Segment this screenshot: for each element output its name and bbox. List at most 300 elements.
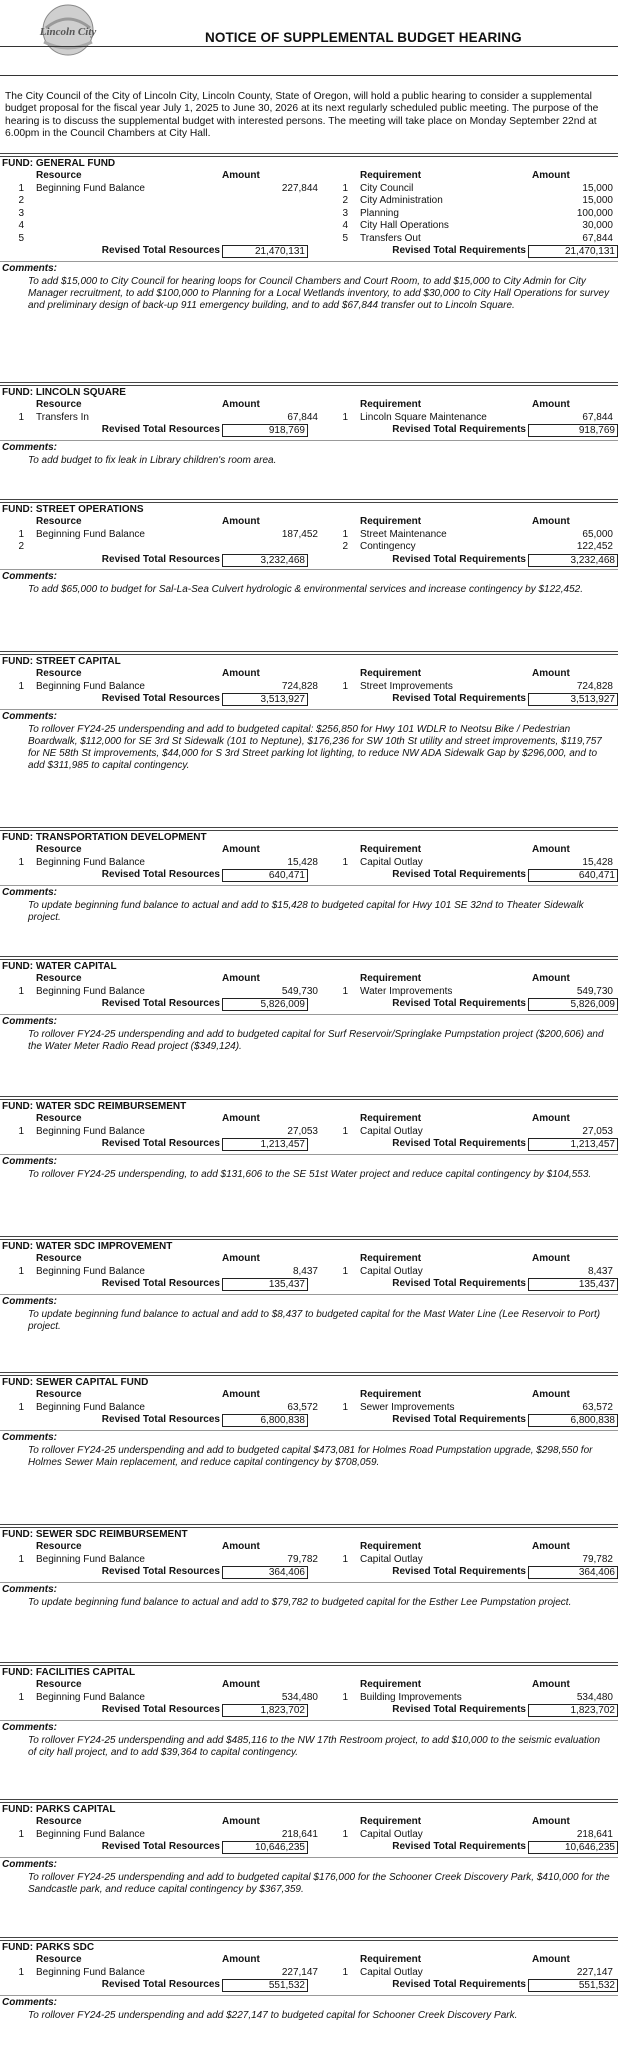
resource-line-number: 1: [18, 985, 24, 997]
resource-line-number: 1: [18, 1966, 24, 1978]
resource-amount: 187,452: [281, 528, 318, 540]
requirement-label: Street Maintenance: [360, 528, 447, 540]
resource-label: Beginning Fund Balance: [36, 1966, 145, 1978]
title-rule: [0, 46, 618, 47]
requirement-amount-header: Amount: [532, 1389, 570, 1400]
fund-comment: To update beginning fund balance to actual and add to $79,782 to budgeted capital for the Esther Lee Pumpstation project.: [28, 1596, 572, 1608]
revised-total-resources-value: 364,406: [222, 1566, 308, 1579]
resource-line-number: 1: [18, 528, 24, 540]
requirement-amount: 100,000: [576, 207, 613, 219]
requirement-amount: 63,572: [582, 1401, 613, 1413]
revised-total-resources-value: 551,532: [222, 1979, 308, 1992]
resource-amount: 8,437: [292, 1265, 318, 1277]
resource-header: Resource: [36, 399, 82, 410]
requirement-header: Requirement: [360, 1113, 422, 1124]
comments-label: Comments:: [0, 1294, 618, 1309]
revised-total-resources-label: Revised Total Resources: [101, 1566, 220, 1577]
requirement-amount: 8,437: [587, 1265, 613, 1277]
revised-total-requirements-label: Revised Total Requirements: [392, 1704, 526, 1715]
table-row: [0, 857, 618, 870]
totals-row: [0, 693, 618, 706]
fund-title: FUND: STREET CAPITAL: [2, 656, 121, 667]
revised-total-requirements-label: Revised Total Requirements: [392, 424, 526, 435]
totals-row: [0, 1566, 618, 1579]
fund-comment: To rollover FY24-25 underspending and add to budgeted capital $176,000 for the Schooner Creek Discovery Park, $410,000 for the Sandcastle park, and reduce capital contingency by $367,359.: [28, 1871, 610, 1895]
requirement-label: Planning: [360, 207, 399, 219]
fund-comment: To add $65,000 to budget for Sal-La-Sea Culvert hydrologic & environmental services and increase contingency by $122,452.: [28, 584, 583, 595]
logo-text: Lincoln City: [39, 26, 97, 38]
comments-label: Comments:: [0, 1582, 618, 1597]
requirement-label: Capital Outlay: [360, 1828, 423, 1840]
revised-total-requirements-label: Revised Total Requirements: [392, 1979, 526, 1990]
requirement-header: Requirement: [360, 1679, 422, 1690]
resource-amount-header: Amount: [222, 1954, 260, 1965]
totals-row: [0, 1704, 618, 1717]
revised-total-requirements-label: Revised Total Requirements: [392, 693, 526, 704]
resource-label: Beginning Fund Balance: [36, 985, 145, 997]
requirement-line-number: 1: [342, 1401, 348, 1413]
requirement-amount: 122,452: [576, 541, 613, 552]
fund-comment: To rollover FY24-25 underspending and add $485,116 to the NW 17th Restroom project, to add $10,000 to the seismic evaluation of city hall project, and to add $39,364 to capital contingency.: [28, 1734, 601, 1758]
revised-total-resources-value: 640,471: [222, 869, 308, 882]
revised-total-requirements-value: 1,213,457: [528, 1138, 618, 1151]
comments-label: Comments:: [0, 1154, 618, 1169]
fund-section: [0, 827, 618, 938]
requirement-header: Requirement: [360, 399, 422, 410]
revised-total-resources-label: Revised Total Resources: [101, 245, 220, 256]
revised-total-requirements-value: 640,471: [528, 869, 618, 882]
resource-amount: 15,428: [287, 856, 318, 868]
requirement-line-number: 1: [342, 1691, 348, 1703]
resource-amount-header: Amount: [222, 973, 260, 984]
resource-line-number: 1: [18, 1401, 24, 1413]
requirement-amount-header: Amount: [532, 1113, 570, 1124]
fund-title: FUND: SEWER SDC REIMBURSEMENT: [2, 1529, 188, 1540]
fund-section: [0, 1372, 618, 1497]
resource-amount-header: Amount: [222, 1679, 260, 1690]
resource-label: Beginning Fund Balance: [36, 1691, 145, 1703]
resource-line-number: 1: [18, 680, 24, 692]
totals-row: [0, 998, 618, 1011]
table-header-row: [0, 844, 618, 857]
requirement-amount-header: Amount: [532, 399, 570, 410]
fund-comment: To rollover FY24-25 underspending and add to budgeted capital $473,081 for Holmes Road Pumpstation upgrade, $298,550 for Holmes Sewer Main replacement, and reduce capital contingency by $708,059.: [28, 1444, 593, 1468]
requirement-header: Requirement: [360, 1253, 422, 1264]
comments-label: Comments:: [0, 261, 618, 276]
requirement-amount: 67,844: [582, 411, 613, 423]
requirement-header: Requirement: [360, 1541, 422, 1552]
requirement-amount-header: Amount: [532, 973, 570, 984]
fund-section: [0, 382, 618, 477]
requirement-amount: 15,000: [582, 182, 613, 194]
totals-row: [0, 1278, 618, 1291]
revised-total-resources-value: 135,437: [222, 1278, 308, 1291]
revised-total-resources-value: 1,213,457: [222, 1138, 308, 1151]
resource-label: Beginning Fund Balance: [36, 1125, 145, 1137]
resource-header: Resource: [36, 668, 82, 679]
requirement-line-number: 1: [342, 1966, 348, 1978]
requirement-amount-header: Amount: [532, 1816, 570, 1827]
table-row: [0, 195, 618, 208]
resource-amount: 67,844: [287, 411, 318, 423]
revised-total-requirements-label: Revised Total Requirements: [392, 1841, 526, 1852]
requirement-header: Requirement: [360, 1954, 422, 1965]
resource-line-number: 4: [18, 220, 24, 231]
comments-label: Comments:: [0, 569, 618, 584]
requirement-line-number: 1: [342, 528, 348, 540]
resource-line-number: 2: [18, 541, 24, 552]
fund-title: FUND: FACILITIES CAPITAL: [2, 1667, 136, 1678]
fund-section: [0, 651, 618, 782]
resource-header: Resource: [36, 516, 82, 527]
revised-total-resources-label: Revised Total Resources: [101, 998, 220, 1009]
table-header-row: [0, 1389, 618, 1402]
requirement-amount: 534,480: [576, 1691, 613, 1703]
requirement-line-number: 1: [342, 1828, 348, 1840]
revised-total-resources-label: Revised Total Resources: [101, 693, 220, 704]
resource-amount: 227,147: [281, 1966, 318, 1978]
table-row: [0, 1967, 618, 1980]
fund-title: FUND: WATER CAPITAL: [2, 961, 117, 972]
requirement-amount: 79,782: [582, 1553, 613, 1565]
comments-label: Comments:: [0, 1430, 618, 1445]
requirement-label: Water Improvements: [360, 985, 453, 997]
resource-header: Resource: [36, 1954, 82, 1965]
fund-title: FUND: STREET OPERATIONS: [2, 504, 144, 515]
revised-total-requirements-label: Revised Total Requirements: [392, 1566, 526, 1577]
intro-paragraph: The City Council of the City of Lincoln City, Lincoln County, State of Oregon, will hold a public hearing to consider a supplemental budget proposal for the fiscal year July 1, 2025 to June 30, 2026 at its next regularly scheduled public meeting. The purpose of the hearing is to discuss the supplemental budget with interested persons. The meeting will take place on Monday September 22nd at 6.00pm in the Council Chambers at City Hall.: [5, 91, 599, 140]
table-row: [0, 986, 618, 999]
revised-total-resources-label: Revised Total Resources: [101, 1704, 220, 1715]
fund-comment: To add $15,000 to City Council for hearing loops for Council Chambers and Court Room, to add $15,000 to City Admin for City Manager recruitment, to add $100,000 to Planning for a Local Wetlands inventory, to add $30,000 to City Hall Operations for survey and preliminary design of back-up 911 emergency building, and to add $67,844 transfer out to Lincoln Square.: [28, 275, 610, 311]
totals-row: [0, 554, 618, 567]
revised-total-requirements-label: Revised Total Requirements: [392, 1278, 526, 1289]
requirement-label: City Hall Operations: [360, 220, 449, 231]
resource-line-number: 1: [18, 1553, 24, 1565]
table-header-row: [0, 668, 618, 681]
requirement-label: Capital Outlay: [360, 1966, 423, 1978]
fund-comment: To update beginning fund balance to actual and add to $8,437 to budgeted capital for the Mast Water Line (Lee Reservoir to Port) project.: [28, 1308, 601, 1332]
resource-label: Transfers In: [36, 411, 89, 423]
revised-total-resources-value: 3,513,927: [222, 693, 308, 706]
resource-label: Beginning Fund Balance: [36, 856, 145, 868]
revised-total-resources-value: 918,769: [222, 424, 308, 437]
requirement-amount: 67,844: [582, 232, 613, 244]
fund-comment: To add budget to fix leak in Library children's room area.: [28, 454, 277, 466]
comments-label: Comments:: [0, 709, 618, 724]
comments-label: Comments:: [0, 885, 618, 900]
requirement-label: Street Improvements: [360, 680, 453, 692]
revised-total-resources-value: 3,232,468: [222, 554, 308, 567]
revised-total-requirements-value: 3,513,927: [528, 693, 618, 706]
revised-total-requirements-value: 1,823,702: [528, 1704, 618, 1717]
revised-total-resources-label: Revised Total Resources: [101, 424, 220, 435]
requirement-amount: 549,730: [576, 985, 613, 997]
resource-line-number: 3: [18, 207, 24, 219]
fund-title: FUND: GENERAL FUND: [2, 158, 116, 169]
resource-line-number: 1: [18, 1691, 24, 1703]
requirement-line-number: 2: [342, 541, 348, 552]
resource-amount: 218,641: [281, 1828, 318, 1840]
requirement-line-number: 1: [342, 680, 348, 692]
resource-header: Resource: [36, 1816, 82, 1827]
requirement-label: Building Improvements: [360, 1691, 462, 1703]
comments-label: Comments:: [0, 440, 618, 455]
resource-line-number: 1: [18, 856, 24, 868]
comments-label: Comments:: [0, 1995, 618, 2010]
fund-section: [0, 1524, 618, 1635]
requirement-label: Lincoln Square Maintenance: [360, 411, 487, 423]
requirement-amount: 30,000: [582, 220, 613, 231]
revised-total-requirements-label: Revised Total Requirements: [392, 998, 526, 1009]
revised-total-resources-value: 10,646,235: [222, 1841, 308, 1854]
resource-label: Beginning Fund Balance: [36, 1265, 145, 1277]
fund-comment: To rollover FY24-25 underspending and add $227,147 to budgeted capital for Schooner Creek Discovery Park.: [28, 2009, 518, 2021]
requirement-amount: 27,053: [582, 1125, 613, 1137]
resource-amount-header: Amount: [222, 1113, 260, 1124]
fund-title: FUND: LINCOLN SQUARE: [2, 387, 126, 398]
fund-section: [0, 153, 618, 338]
fund-comment: To update beginning fund balance to actual and add to $15,428 to budgeted capital for Hwy 101 SE 32nd to Theater Sidewalk project.: [28, 899, 584, 923]
fund-section: [0, 956, 618, 1067]
requirement-amount-header: Amount: [532, 516, 570, 527]
resource-amount-header: Amount: [222, 1389, 260, 1400]
revised-total-resources-label: Revised Total Resources: [101, 1414, 220, 1425]
resource-header: Resource: [36, 1253, 82, 1264]
table-header-row: [0, 1816, 618, 1829]
fund-section: [0, 1799, 618, 1910]
fund-section: [0, 499, 618, 622]
resource-line-number: 1: [18, 1125, 24, 1137]
requirement-line-number: 1: [342, 1553, 348, 1565]
table-row: [0, 529, 618, 542]
comments-label: Comments:: [0, 1014, 618, 1029]
fund-title: FUND: WATER SDC REIMBURSEMENT: [2, 1101, 187, 1112]
fund-title: FUND: TRANSPORTATION DEVELOPMENT: [2, 832, 207, 843]
resource-amount-header: Amount: [222, 1816, 260, 1827]
resource-label: Beginning Fund Balance: [36, 1828, 145, 1840]
table-row: [0, 1402, 618, 1415]
resource-amount: 27,053: [287, 1125, 318, 1137]
totals-row: [0, 869, 618, 882]
requirement-line-number: 4: [342, 220, 348, 231]
requirement-line-number: 1: [342, 182, 348, 194]
requirement-amount-header: Amount: [532, 170, 570, 181]
requirement-amount: 65,000: [582, 528, 613, 540]
requirement-label: Transfers Out: [360, 232, 421, 244]
resource-label: Beginning Fund Balance: [36, 182, 145, 194]
resource-amount: 549,730: [281, 985, 318, 997]
fund-comment: To rollover FY24-25 underspending, to add $131,606 to the SE 51st Water project and reduce capital contingency by $104,553.: [28, 1168, 592, 1180]
table-header-row: [0, 1113, 618, 1126]
resource-amount-header: Amount: [222, 668, 260, 679]
requirement-line-number: 1: [342, 856, 348, 868]
requirement-line-number: 1: [342, 985, 348, 997]
requirement-label: Contingency: [360, 541, 416, 552]
revised-total-resources-value: 5,826,009: [222, 998, 308, 1011]
fund-section: [0, 1937, 618, 2048]
revised-total-requirements-label: Revised Total Requirements: [392, 1138, 526, 1149]
requirement-label: Capital Outlay: [360, 856, 423, 868]
revised-total-requirements-value: 918,769: [528, 424, 618, 437]
requirement-header: Requirement: [360, 516, 422, 527]
revised-total-resources-value: 6,800,838: [222, 1414, 308, 1427]
resource-amount-header: Amount: [222, 1541, 260, 1552]
requirement-line-number: 1: [342, 1125, 348, 1137]
requirement-header: Requirement: [360, 844, 422, 855]
resource-line-number: 1: [18, 411, 24, 423]
requirement-amount-header: Amount: [532, 1954, 570, 1965]
requirement-line-number: 3: [342, 207, 348, 219]
resource-amount-header: Amount: [222, 1253, 260, 1264]
table-header-row: [0, 1541, 618, 1554]
table-row: [0, 183, 618, 196]
header: [0, 0, 618, 60]
revised-total-resources-label: Revised Total Resources: [101, 553, 220, 565]
table-header-row: [0, 1679, 618, 1692]
intro-rule: [0, 75, 618, 76]
revised-total-requirements-label: Revised Total Requirements: [392, 553, 526, 565]
revised-total-requirements-label: Revised Total Requirements: [392, 869, 526, 880]
revised-total-requirements-label: Revised Total Requirements: [392, 1414, 526, 1425]
resource-line-number: 2: [18, 195, 24, 206]
requirement-label: City Administration: [360, 195, 443, 206]
table-row: [0, 220, 618, 233]
revised-total-resources-value: 1,823,702: [222, 1704, 308, 1717]
comments-label: Comments:: [0, 1857, 618, 1872]
fund-section: [0, 1236, 618, 1347]
revised-total-requirements-value: 364,406: [528, 1566, 618, 1579]
requirement-amount-header: Amount: [532, 668, 570, 679]
table-header-row: [0, 1954, 618, 1967]
table-row: [0, 1126, 618, 1139]
resource-amount: 63,572: [287, 1401, 318, 1413]
revised-total-resources-label: Revised Total Resources: [101, 1138, 220, 1149]
resource-amount: 79,782: [287, 1553, 318, 1565]
requirement-header: Requirement: [360, 668, 422, 679]
table-row: [0, 233, 618, 246]
requirement-header: Requirement: [360, 1816, 422, 1827]
revised-total-requirements-label: Revised Total Requirements: [392, 245, 526, 256]
resource-line-number: 5: [18, 232, 24, 244]
resource-header: Resource: [36, 973, 82, 984]
resource-header: Resource: [36, 1389, 82, 1400]
resource-amount: 227,844: [281, 182, 318, 194]
revised-total-requirements-value: 5,826,009: [528, 998, 618, 1011]
fund-title: FUND: WATER SDC IMPROVEMENT: [2, 1241, 173, 1252]
revised-total-requirements-value: 21,470,131: [528, 245, 618, 258]
fund-section: [0, 1662, 618, 1773]
requirement-line-number: 1: [342, 1265, 348, 1277]
revised-total-resources-label: Revised Total Resources: [101, 1841, 220, 1852]
table-row: [0, 681, 618, 694]
revised-total-requirements-value: 135,437: [528, 1278, 618, 1291]
requirement-amount: 15,000: [582, 195, 613, 206]
totals-row: [0, 424, 618, 437]
requirement-line-number: 2: [342, 195, 348, 206]
resource-amount: 724,828: [281, 680, 318, 692]
requirement-line-number: 1: [342, 411, 348, 423]
table-row: [0, 1554, 618, 1567]
totals-row: [0, 1138, 618, 1151]
resource-header: Resource: [36, 1113, 82, 1124]
fund-title: FUND: PARKS SDC: [2, 1942, 95, 1953]
resource-line-number: 1: [18, 1265, 24, 1277]
table-row: [0, 208, 618, 221]
requirement-amount: 227,147: [576, 1966, 613, 1978]
requirement-header: Requirement: [360, 1389, 422, 1400]
resource-line-number: 1: [18, 1828, 24, 1840]
fund-title: FUND: SEWER CAPITAL FUND: [2, 1377, 149, 1388]
resource-header: Resource: [36, 844, 82, 855]
resource-amount-header: Amount: [222, 844, 260, 855]
fund-section: [0, 1096, 618, 1207]
requirement-label: Capital Outlay: [360, 1265, 423, 1277]
table-header-row: [0, 516, 618, 529]
lincoln-city-logo: [32, 2, 104, 56]
table-row: [0, 1266, 618, 1279]
revised-total-resources-label: Revised Total Resources: [101, 869, 220, 880]
table-row: [0, 1692, 618, 1705]
requirement-line-number: 5: [342, 232, 348, 244]
resource-label: Beginning Fund Balance: [36, 1553, 145, 1565]
requirement-amount: 724,828: [576, 680, 613, 692]
revised-total-requirements-value: 551,532: [528, 1979, 618, 1992]
fund-comment: To rollover FY24-25 underspending and add to budgeted capital for Surf Reservoir/Springlake Pumpstation project ($200,606) and the Water Meter Radio Read project ($349,124).: [28, 1028, 604, 1052]
fund-title: FUND: PARKS CAPITAL: [2, 1804, 116, 1815]
revised-total-resources-label: Revised Total Resources: [101, 1979, 220, 1990]
resource-amount-header: Amount: [222, 516, 260, 527]
table-row: [0, 1829, 618, 1842]
revised-total-resources-label: Revised Total Resources: [101, 1278, 220, 1289]
table-row: [0, 541, 618, 554]
table-row: [0, 412, 618, 425]
totals-row: [0, 1841, 618, 1854]
resource-amount-header: Amount: [222, 170, 260, 181]
table-header-row: [0, 399, 618, 412]
page-title: NOTICE OF SUPPLEMENTAL BUDGET HEARING: [205, 30, 522, 45]
resource-amount-header: Amount: [222, 399, 260, 410]
requirement-header: Requirement: [360, 973, 422, 984]
resource-header: Resource: [36, 1679, 82, 1690]
requirement-header: Requirement: [360, 170, 422, 181]
revised-total-requirements-value: 10,646,235: [528, 1841, 618, 1854]
table-header-row: [0, 973, 618, 986]
resource-label: Beginning Fund Balance: [36, 1401, 145, 1413]
revised-total-requirements-value: 6,800,838: [528, 1414, 618, 1427]
resource-label: Beginning Fund Balance: [36, 680, 145, 692]
totals-row: [0, 1979, 618, 1992]
fund-comment: To rollover FY24-25 underspending and add to budgeted capital: $256,850 for Hwy 101 WDLR to Neotsu Bike / Pedestrian Boardwalk, $112,000 for SE 3rd St Sidewalk (101 to Neptune), $176,236 for SW 10th St utility and street improvements, $119,757 for NE 58th St improvements, $44,000 for S 3rd Street parking lot lighting, to reduce NW ADA Sidewalk Gap by $296,000, and to add $311,985 to capital contingency.: [28, 723, 602, 771]
totals-row: [0, 245, 618, 258]
requirement-amount-header: Amount: [532, 1679, 570, 1690]
resource-label: Beginning Fund Balance: [36, 528, 145, 540]
comments-label: Comments:: [0, 1720, 618, 1735]
table-header-row: [0, 1253, 618, 1266]
resource-line-number: 1: [18, 182, 24, 194]
requirement-label: City Council: [360, 182, 414, 194]
revised-total-requirements-value: 3,232,468: [528, 554, 618, 567]
table-header-row: [0, 170, 618, 183]
requirement-label: Capital Outlay: [360, 1125, 423, 1137]
totals-row: [0, 1414, 618, 1427]
revised-total-resources-value: 21,470,131: [222, 245, 308, 258]
resource-amount: 534,480: [281, 1691, 318, 1703]
requirement-label: Sewer Improvements: [360, 1401, 455, 1413]
requirement-amount-header: Amount: [532, 844, 570, 855]
requirement-amount: 15,428: [582, 856, 613, 868]
resource-header: Resource: [36, 1541, 82, 1552]
